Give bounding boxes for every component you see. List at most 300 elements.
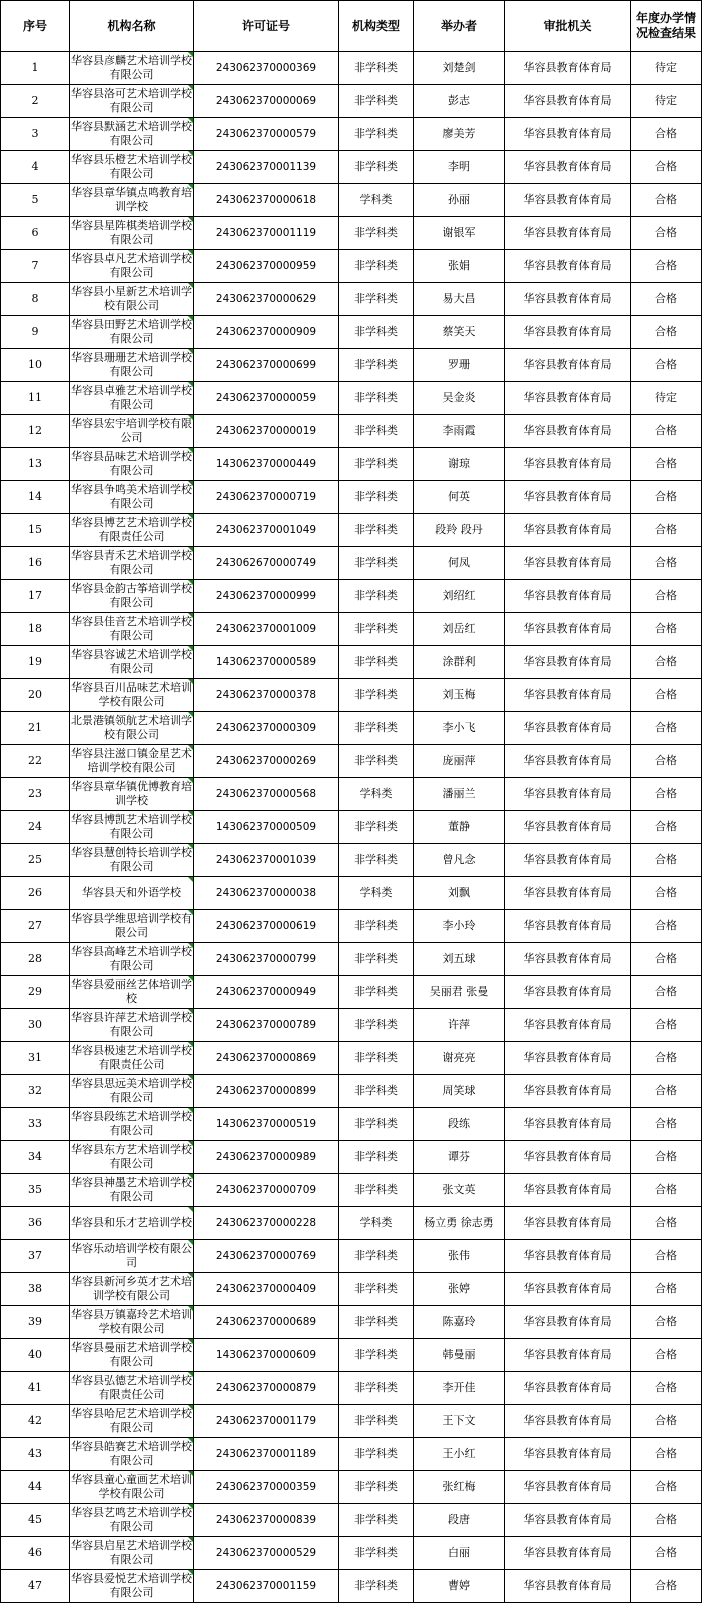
cell-institution-type: 非学科类 bbox=[339, 1042, 414, 1075]
cell-institution-type: 非学科类 bbox=[339, 1504, 414, 1537]
cell-institution-name: 华容县神墨艺术培训学校有限公司 bbox=[70, 1174, 194, 1207]
cell-organizer: 张娟 bbox=[414, 250, 505, 283]
cell-index: 32 bbox=[1, 1075, 70, 1108]
cell-license-number: 243062370000629 bbox=[194, 283, 339, 316]
cell-institution-name: 华容县思远美术培训学校有限公司 bbox=[70, 1075, 194, 1108]
cell-institution-name: 华容县爱丽丝艺体培训学校 bbox=[70, 976, 194, 1009]
cell-institution-type: 非学科类 bbox=[339, 118, 414, 151]
table-row bbox=[1, 1207, 702, 1240]
cell-organizer: 易大昌 bbox=[414, 283, 505, 316]
cell-institution-name: 华容县容诚艺术培训学校有限公司 bbox=[70, 646, 194, 679]
cell-inspection-result: 合格 bbox=[631, 1372, 702, 1405]
cell-index: 18 bbox=[1, 613, 70, 646]
cell-institution-type: 非学科类 bbox=[339, 811, 414, 844]
table-row bbox=[1, 250, 702, 283]
table-row bbox=[1, 547, 702, 580]
cell-institution-type: 非学科类 bbox=[339, 679, 414, 712]
table-row bbox=[1, 448, 702, 481]
cell-approval-authority: 华容县教育体育局 bbox=[505, 382, 631, 415]
cell-license-number: 243062370000899 bbox=[194, 1075, 339, 1108]
cell-license-number: 243062370000879 bbox=[194, 1372, 339, 1405]
cell-index: 47 bbox=[1, 1570, 70, 1603]
header-license-number: 许可证号 bbox=[194, 1, 339, 52]
cell-index: 44 bbox=[1, 1471, 70, 1504]
cell-license-number: 243062370000568 bbox=[194, 778, 339, 811]
cell-institution-name: 华容县万镇嘉玲艺术培训学校有限公司 bbox=[70, 1306, 194, 1339]
cell-index: 40 bbox=[1, 1339, 70, 1372]
cell-inspection-result: 合格 bbox=[631, 481, 702, 514]
cell-institution-type: 非学科类 bbox=[339, 910, 414, 943]
cell-organizer: 王小红 bbox=[414, 1438, 505, 1471]
cell-institution-type: 非学科类 bbox=[339, 217, 414, 250]
cell-inspection-result: 合格 bbox=[631, 976, 702, 1009]
cell-license-number: 243062370001049 bbox=[194, 514, 339, 547]
cell-institution-name: 华容县章华镇优博教育培训学校 bbox=[70, 778, 194, 811]
cell-inspection-result: 合格 bbox=[631, 613, 702, 646]
cell-index: 37 bbox=[1, 1240, 70, 1273]
cell-institution-type: 非学科类 bbox=[339, 1306, 414, 1339]
cell-institution-type: 非学科类 bbox=[339, 547, 414, 580]
cell-organizer: 李小玲 bbox=[414, 910, 505, 943]
table-row bbox=[1, 52, 702, 85]
cell-inspection-result: 合格 bbox=[631, 1504, 702, 1537]
cell-license-number: 243062370000579 bbox=[194, 118, 339, 151]
cell-approval-authority: 华容县教育体育局 bbox=[505, 448, 631, 481]
cell-index: 38 bbox=[1, 1273, 70, 1306]
cell-institution-type: 非学科类 bbox=[339, 514, 414, 547]
cell-index: 14 bbox=[1, 481, 70, 514]
cell-approval-authority: 华容县教育体育局 bbox=[505, 778, 631, 811]
header-institution-type: 机构类型 bbox=[339, 1, 414, 52]
cell-institution-type: 非学科类 bbox=[339, 943, 414, 976]
table-row bbox=[1, 580, 702, 613]
cell-approval-authority: 华容县教育体育局 bbox=[505, 1273, 631, 1306]
cell-approval-authority: 华容县教育体育局 bbox=[505, 349, 631, 382]
cell-organizer: 刘五球 bbox=[414, 943, 505, 976]
cell-institution-name: 华容县青禾艺术培训学校有限公司 bbox=[70, 547, 194, 580]
table-row bbox=[1, 943, 702, 976]
cell-index: 25 bbox=[1, 844, 70, 877]
cell-institution-name: 华容县洛可艺术培训学校有限公司 bbox=[70, 85, 194, 118]
cell-license-number: 243062370001189 bbox=[194, 1438, 339, 1471]
cell-organizer: 许萍 bbox=[414, 1009, 505, 1042]
cell-organizer: 彭志 bbox=[414, 85, 505, 118]
table-row bbox=[1, 1042, 702, 1075]
cell-institution-name: 华容县星阵棋类培训学校有限公司 bbox=[70, 217, 194, 250]
table-row bbox=[1, 1438, 702, 1471]
cell-index: 36 bbox=[1, 1207, 70, 1240]
cell-organizer: 何英 bbox=[414, 481, 505, 514]
cell-license-number: 243062370000369 bbox=[194, 52, 339, 85]
cell-index: 9 bbox=[1, 316, 70, 349]
cell-institution-type: 非学科类 bbox=[339, 1372, 414, 1405]
cell-license-number: 143062370000589 bbox=[194, 646, 339, 679]
cell-inspection-result: 合格 bbox=[631, 1537, 702, 1570]
cell-license-number: 243062370000378 bbox=[194, 679, 339, 712]
cell-index: 7 bbox=[1, 250, 70, 283]
cell-institution-type: 学科类 bbox=[339, 877, 414, 910]
table-row bbox=[1, 1570, 702, 1603]
cell-inspection-result: 合格 bbox=[631, 1405, 702, 1438]
cell-institution-name: 华容县宏宇培训学校有限公司 bbox=[70, 415, 194, 448]
cell-license-number: 243062370000059 bbox=[194, 382, 339, 415]
cell-approval-authority: 华容县教育体育局 bbox=[505, 217, 631, 250]
cell-institution-name: 华容县启星艺术培训学校有限公司 bbox=[70, 1537, 194, 1570]
header-inspection-result: 年度办学情况检查结果 bbox=[631, 1, 702, 52]
cell-organizer: 吴金炎 bbox=[414, 382, 505, 415]
cell-index: 17 bbox=[1, 580, 70, 613]
cell-license-number: 243062370001119 bbox=[194, 217, 339, 250]
cell-institution-name: 华容县卓雅艺术培训学校有限公司 bbox=[70, 382, 194, 415]
cell-approval-authority: 华容县教育体育局 bbox=[505, 877, 631, 910]
cell-organizer: 孙丽 bbox=[414, 184, 505, 217]
table-row bbox=[1, 1471, 702, 1504]
cell-license-number: 243062370000949 bbox=[194, 976, 339, 1009]
table-row bbox=[1, 1240, 702, 1273]
cell-index: 2 bbox=[1, 85, 70, 118]
cell-approval-authority: 华容县教育体育局 bbox=[505, 1009, 631, 1042]
cell-approval-authority: 华容县教育体育局 bbox=[505, 250, 631, 283]
cell-institution-name: 华容县慧创特长培训学校有限公司 bbox=[70, 844, 194, 877]
table-row bbox=[1, 1174, 702, 1207]
cell-license-number: 243062370000618 bbox=[194, 184, 339, 217]
table-row bbox=[1, 1504, 702, 1537]
cell-approval-authority: 华容县教育体育局 bbox=[505, 514, 631, 547]
cell-license-number: 243062370000359 bbox=[194, 1471, 339, 1504]
table-row bbox=[1, 679, 702, 712]
table-row bbox=[1, 1075, 702, 1108]
cell-inspection-result: 合格 bbox=[631, 1174, 702, 1207]
cell-organizer: 张文英 bbox=[414, 1174, 505, 1207]
cell-license-number: 243062370000699 bbox=[194, 349, 339, 382]
table-row bbox=[1, 349, 702, 382]
cell-organizer: 李明 bbox=[414, 151, 505, 184]
cell-index: 16 bbox=[1, 547, 70, 580]
cell-institution-name: 华容县学维思培训学校有限公司 bbox=[70, 910, 194, 943]
table-row bbox=[1, 910, 702, 943]
cell-license-number: 143062370000509 bbox=[194, 811, 339, 844]
table-row bbox=[1, 811, 702, 844]
cell-institution-type: 非学科类 bbox=[339, 448, 414, 481]
cell-approval-authority: 华容县教育体育局 bbox=[505, 811, 631, 844]
cell-inspection-result: 合格 bbox=[631, 1207, 702, 1240]
cell-organizer: 潘丽兰 bbox=[414, 778, 505, 811]
cell-license-number: 243062370000999 bbox=[194, 580, 339, 613]
cell-organizer: 曹婷 bbox=[414, 1570, 505, 1603]
cell-institution-type: 非学科类 bbox=[339, 316, 414, 349]
cell-index: 13 bbox=[1, 448, 70, 481]
cell-approval-authority: 华容县教育体育局 bbox=[505, 1405, 631, 1438]
cell-institution-type: 非学科类 bbox=[339, 580, 414, 613]
table-row bbox=[1, 118, 702, 151]
cell-institution-name: 华容县爱悦艺术培训学校有限公司 bbox=[70, 1570, 194, 1603]
cell-organizer: 段唐 bbox=[414, 1504, 505, 1537]
cell-license-number: 243062370000309 bbox=[194, 712, 339, 745]
header-approval-authority: 审批机关 bbox=[505, 1, 631, 52]
cell-approval-authority: 华容县教育体育局 bbox=[505, 613, 631, 646]
cell-license-number: 143062370000609 bbox=[194, 1339, 339, 1372]
cell-organizer: 蔡笑天 bbox=[414, 316, 505, 349]
cell-license-number: 243062370000719 bbox=[194, 481, 339, 514]
cell-index: 23 bbox=[1, 778, 70, 811]
cell-index: 46 bbox=[1, 1537, 70, 1570]
cell-institution-type: 非学科类 bbox=[339, 250, 414, 283]
cell-approval-authority: 华容县教育体育局 bbox=[505, 844, 631, 877]
cell-organizer: 张伟 bbox=[414, 1240, 505, 1273]
cell-institution-name: 华容县品味艺术培训学校有限公司 bbox=[70, 448, 194, 481]
header-organizer: 举办者 bbox=[414, 1, 505, 52]
cell-license-number: 243062370000228 bbox=[194, 1207, 339, 1240]
cell-institution-name: 华容县曼丽艺术培训学校有限公司 bbox=[70, 1339, 194, 1372]
cell-institution-name: 北景港镇领航艺术培训学校有限公司 bbox=[70, 712, 194, 745]
cell-license-number: 243062370001009 bbox=[194, 613, 339, 646]
table-row bbox=[1, 613, 702, 646]
cell-approval-authority: 华容县教育体育局 bbox=[505, 1075, 631, 1108]
cell-organizer: 刘飘 bbox=[414, 877, 505, 910]
cell-inspection-result: 合格 bbox=[631, 448, 702, 481]
cell-institution-name: 华容县极速艺术培训学校有限责任公司 bbox=[70, 1042, 194, 1075]
cell-approval-authority: 华容县教育体育局 bbox=[505, 1570, 631, 1603]
cell-index: 39 bbox=[1, 1306, 70, 1339]
cell-approval-authority: 华容县教育体育局 bbox=[505, 1141, 631, 1174]
cell-organizer: 刘绍红 bbox=[414, 580, 505, 613]
cell-inspection-result: 合格 bbox=[631, 217, 702, 250]
cell-approval-authority: 华容县教育体育局 bbox=[505, 184, 631, 217]
cell-license-number: 143062370000449 bbox=[194, 448, 339, 481]
cell-organizer: 李小飞 bbox=[414, 712, 505, 745]
table-row bbox=[1, 844, 702, 877]
cell-license-number: 243062370001039 bbox=[194, 844, 339, 877]
cell-organizer: 王下文 bbox=[414, 1405, 505, 1438]
cell-inspection-result: 待定 bbox=[631, 382, 702, 415]
cell-approval-authority: 华容县教育体育局 bbox=[505, 1174, 631, 1207]
cell-index: 24 bbox=[1, 811, 70, 844]
cell-inspection-result: 合格 bbox=[631, 1141, 702, 1174]
cell-approval-authority: 华容县教育体育局 bbox=[505, 1339, 631, 1372]
table-row bbox=[1, 778, 702, 811]
cell-organizer: 廖美芳 bbox=[414, 118, 505, 151]
cell-inspection-result: 待定 bbox=[631, 52, 702, 85]
cell-index: 19 bbox=[1, 646, 70, 679]
cell-inspection-result: 合格 bbox=[631, 646, 702, 679]
table-row bbox=[1, 1273, 702, 1306]
header-index: 序号 bbox=[1, 1, 70, 52]
cell-approval-authority: 华容县教育体育局 bbox=[505, 646, 631, 679]
cell-license-number: 243062370001139 bbox=[194, 151, 339, 184]
cell-organizer: 陈嘉玲 bbox=[414, 1306, 505, 1339]
cell-index: 41 bbox=[1, 1372, 70, 1405]
cell-institution-type: 非学科类 bbox=[339, 1240, 414, 1273]
cell-license-number: 243062370000839 bbox=[194, 1504, 339, 1537]
cell-inspection-result: 合格 bbox=[631, 1009, 702, 1042]
cell-license-number: 243062370000619 bbox=[194, 910, 339, 943]
cell-organizer: 吴丽君 张曼 bbox=[414, 976, 505, 1009]
cell-institution-type: 非学科类 bbox=[339, 745, 414, 778]
cell-license-number: 243062370000989 bbox=[194, 1141, 339, 1174]
cell-license-number: 243062370000959 bbox=[194, 250, 339, 283]
cell-institution-type: 非学科类 bbox=[339, 52, 414, 85]
cell-index: 28 bbox=[1, 943, 70, 976]
cell-institution-type: 非学科类 bbox=[339, 1438, 414, 1471]
cell-index: 6 bbox=[1, 217, 70, 250]
cell-institution-name: 华容县博凯艺术培训学校有限公司 bbox=[70, 811, 194, 844]
cell-inspection-result: 合格 bbox=[631, 1042, 702, 1075]
table-row bbox=[1, 1141, 702, 1174]
cell-organizer: 涂群利 bbox=[414, 646, 505, 679]
cell-license-number: 243062370000689 bbox=[194, 1306, 339, 1339]
cell-index: 29 bbox=[1, 976, 70, 1009]
cell-institution-name: 华容县艺鸣艺术培训学校有限公司 bbox=[70, 1504, 194, 1537]
cell-organizer: 曾凡念 bbox=[414, 844, 505, 877]
cell-institution-name: 华容县珊珊艺术培训学校有限公司 bbox=[70, 349, 194, 382]
table-row bbox=[1, 184, 702, 217]
cell-index: 22 bbox=[1, 745, 70, 778]
table-row bbox=[1, 481, 702, 514]
cell-institution-type: 学科类 bbox=[339, 1207, 414, 1240]
cell-license-number: 243062370000038 bbox=[194, 877, 339, 910]
cell-organizer: 段练 bbox=[414, 1108, 505, 1141]
cell-approval-authority: 华容县教育体育局 bbox=[505, 85, 631, 118]
cell-inspection-result: 合格 bbox=[631, 1240, 702, 1273]
table-row bbox=[1, 1339, 702, 1372]
cell-organizer: 谢琼 bbox=[414, 448, 505, 481]
cell-index: 34 bbox=[1, 1141, 70, 1174]
cell-inspection-result: 合格 bbox=[631, 844, 702, 877]
cell-index: 27 bbox=[1, 910, 70, 943]
cell-approval-authority: 华容县教育体育局 bbox=[505, 1108, 631, 1141]
cell-institution-type: 非学科类 bbox=[339, 1174, 414, 1207]
cell-inspection-result: 合格 bbox=[631, 1471, 702, 1504]
cell-index: 21 bbox=[1, 712, 70, 745]
cell-institution-name: 华容县东方艺术培训学校有限公司 bbox=[70, 1141, 194, 1174]
cell-inspection-result: 合格 bbox=[631, 1075, 702, 1108]
cell-approval-authority: 华容县教育体育局 bbox=[505, 712, 631, 745]
cell-approval-authority: 华容县教育体育局 bbox=[505, 1306, 631, 1339]
cell-index: 45 bbox=[1, 1504, 70, 1537]
cell-approval-authority: 华容县教育体育局 bbox=[505, 1537, 631, 1570]
table-row bbox=[1, 1009, 702, 1042]
cell-institution-type: 非学科类 bbox=[339, 1471, 414, 1504]
table-row bbox=[1, 283, 702, 316]
cell-license-number: 243062670000749 bbox=[194, 547, 339, 580]
cell-license-number: 243062370000799 bbox=[194, 943, 339, 976]
cell-organizer: 张婷 bbox=[414, 1273, 505, 1306]
table-row bbox=[1, 646, 702, 679]
cell-approval-authority: 华容县教育体育局 bbox=[505, 679, 631, 712]
cell-inspection-result: 合格 bbox=[631, 514, 702, 547]
cell-inspection-result: 合格 bbox=[631, 1273, 702, 1306]
cell-approval-authority: 华容县教育体育局 bbox=[505, 316, 631, 349]
cell-license-number: 243062370000709 bbox=[194, 1174, 339, 1207]
cell-institution-type: 非学科类 bbox=[339, 1339, 414, 1372]
cell-institution-name: 华容县哈尼艺术培训学校有限公司 bbox=[70, 1405, 194, 1438]
cell-approval-authority: 华容县教育体育局 bbox=[505, 151, 631, 184]
cell-institution-name: 华容县弘德艺术培训学校有限责任公司 bbox=[70, 1372, 194, 1405]
cell-institution-type: 非学科类 bbox=[339, 1405, 414, 1438]
cell-index: 26 bbox=[1, 877, 70, 910]
cell-institution-type: 非学科类 bbox=[339, 415, 414, 448]
cell-approval-authority: 华容县教育体育局 bbox=[505, 1504, 631, 1537]
cell-institution-name: 华容县段练艺术培训学校有限公司 bbox=[70, 1108, 194, 1141]
cell-inspection-result: 合格 bbox=[631, 778, 702, 811]
cell-license-number: 143062370000519 bbox=[194, 1108, 339, 1141]
cell-institution-name: 华容县皓赛艺术培训学校有限公司 bbox=[70, 1438, 194, 1471]
cell-institution-type: 非学科类 bbox=[339, 481, 414, 514]
cell-institution-type: 非学科类 bbox=[339, 85, 414, 118]
table-row bbox=[1, 316, 702, 349]
cell-institution-name: 华容县卓凡艺术培训学校有限公司 bbox=[70, 250, 194, 283]
cell-approval-authority: 华容县教育体育局 bbox=[505, 118, 631, 151]
cell-organizer: 杨立勇 徐志勇 bbox=[414, 1207, 505, 1240]
cell-institution-type: 非学科类 bbox=[339, 844, 414, 877]
cell-index: 35 bbox=[1, 1174, 70, 1207]
cell-institution-type: 非学科类 bbox=[339, 349, 414, 382]
cell-index: 30 bbox=[1, 1009, 70, 1042]
cell-index: 1 bbox=[1, 52, 70, 85]
cell-license-number: 243062370000769 bbox=[194, 1240, 339, 1273]
cell-inspection-result: 合格 bbox=[631, 151, 702, 184]
cell-institution-name: 华容县争鸣美术培训学校有限公司 bbox=[70, 481, 194, 514]
cell-organizer: 李开佳 bbox=[414, 1372, 505, 1405]
cell-institution-type: 非学科类 bbox=[339, 712, 414, 745]
cell-institution-name: 华容县金韵古筝培训学校有限公司 bbox=[70, 580, 194, 613]
cell-institution-type: 非学科类 bbox=[339, 613, 414, 646]
table-row bbox=[1, 745, 702, 778]
cell-inspection-result: 合格 bbox=[631, 184, 702, 217]
cell-index: 20 bbox=[1, 679, 70, 712]
cell-index: 4 bbox=[1, 151, 70, 184]
cell-index: 3 bbox=[1, 118, 70, 151]
header-row bbox=[1, 1, 702, 52]
cell-institution-type: 非学科类 bbox=[339, 1141, 414, 1174]
cell-approval-authority: 华容县教育体育局 bbox=[505, 1372, 631, 1405]
cell-inspection-result: 合格 bbox=[631, 943, 702, 976]
cell-index: 15 bbox=[1, 514, 70, 547]
cell-institution-name: 华容县许萍艺术培训学校有限公司 bbox=[70, 1009, 194, 1042]
cell-inspection-result: 合格 bbox=[631, 1438, 702, 1471]
table-row bbox=[1, 1108, 702, 1141]
cell-license-number: 243062370000019 bbox=[194, 415, 339, 448]
cell-institution-name: 华容县高峰艺术培训学校有限公司 bbox=[70, 943, 194, 976]
cell-institution-name: 华容乐动培训学校有限公司 bbox=[70, 1240, 194, 1273]
cell-approval-authority: 华容县教育体育局 bbox=[505, 547, 631, 580]
cell-organizer: 刘岳红 bbox=[414, 613, 505, 646]
cell-index: 12 bbox=[1, 415, 70, 448]
table-row bbox=[1, 382, 702, 415]
cell-institution-name: 华容县和乐才艺培训学校 bbox=[70, 1207, 194, 1240]
cell-license-number: 243062370000529 bbox=[194, 1537, 339, 1570]
cell-license-number: 243062370000789 bbox=[194, 1009, 339, 1042]
cell-institution-type: 非学科类 bbox=[339, 1273, 414, 1306]
cell-organizer: 谭芬 bbox=[414, 1141, 505, 1174]
cell-organizer: 张红梅 bbox=[414, 1471, 505, 1504]
cell-institution-type: 非学科类 bbox=[339, 382, 414, 415]
cell-organizer: 周笑球 bbox=[414, 1075, 505, 1108]
cell-institution-name: 华容县天和外语学校 bbox=[70, 877, 194, 910]
cell-approval-authority: 华容县教育体育局 bbox=[505, 481, 631, 514]
cell-organizer: 刘玉梅 bbox=[414, 679, 505, 712]
cell-inspection-result: 合格 bbox=[631, 316, 702, 349]
cell-institution-type: 非学科类 bbox=[339, 1075, 414, 1108]
cell-inspection-result: 合格 bbox=[631, 811, 702, 844]
cell-license-number: 243062370000909 bbox=[194, 316, 339, 349]
cell-institution-type: 非学科类 bbox=[339, 151, 414, 184]
cell-institution-type: 非学科类 bbox=[339, 1570, 414, 1603]
cell-institution-name: 华容县百川品味艺术培训学校有限公司 bbox=[70, 679, 194, 712]
cell-organizer: 段羚 段丹 bbox=[414, 514, 505, 547]
table-row bbox=[1, 1537, 702, 1570]
cell-institution-name: 华容县田野艺术培训学校有限公司 bbox=[70, 316, 194, 349]
